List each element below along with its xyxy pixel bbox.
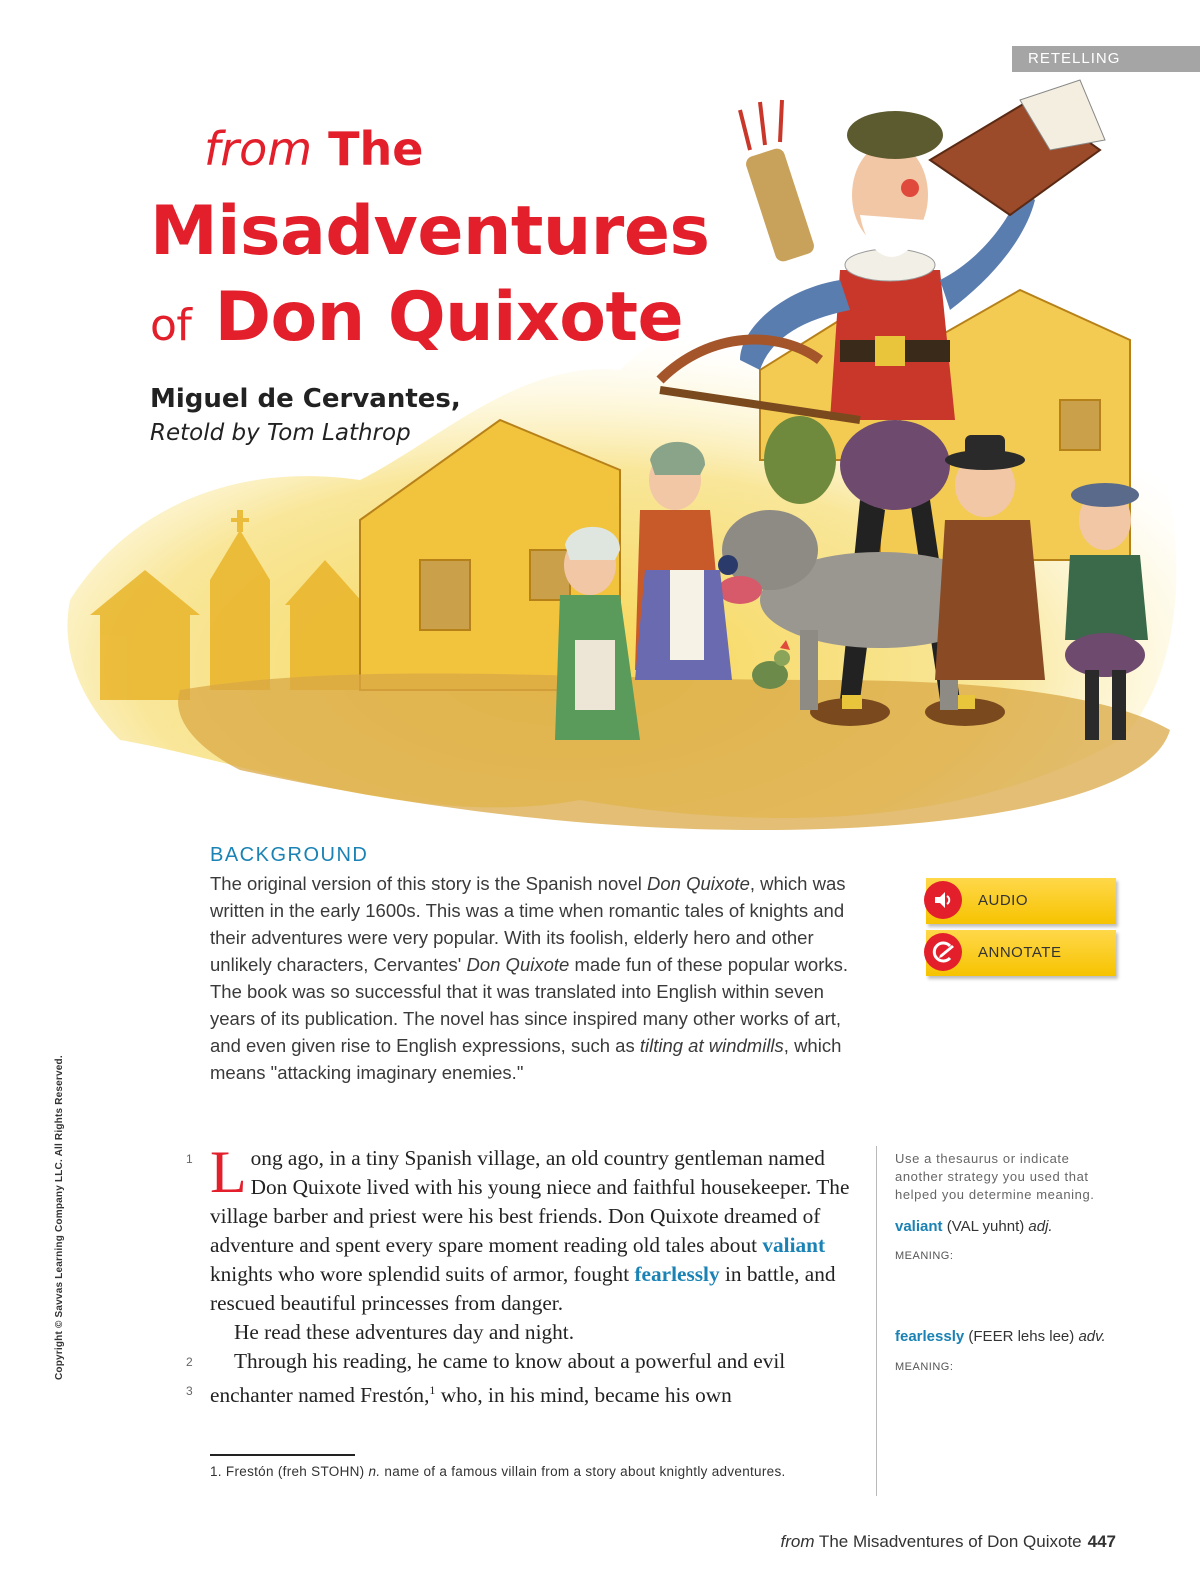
annotate-icon — [924, 933, 962, 971]
story-text-part: in battle, and rescued beautiful princesses from danger. — [210, 1262, 836, 1315]
annotate-label: ANNOTATE — [978, 944, 1062, 961]
vocab-fearlessly[interactable]: fearlessly — [634, 1262, 720, 1286]
audio-label: AUDIO — [978, 892, 1029, 909]
story-text-part: ong ago, in a tiny Spanish village, an old country gentleman named Don Quixote lived with his young niece and faithful housekeeper. The village barber and priest were his best friends. Don Quixote dreamed of adventure and spent every spare moment reading old tales about — [210, 1146, 850, 1257]
margin-instruction: Use a thesaurus or indicate another strategy you used that helped you determine meaning. — [895, 1151, 1095, 1202]
paragraph-1 — [210, 1139, 860, 1318]
vocab-word: valiant — [895, 1218, 943, 1235]
novel-title: Don Quixote — [466, 954, 570, 975]
speaker-icon — [924, 881, 962, 919]
background-text-part: made fun of these popular works. The book was so successful that it was translated into English within seven years of its publication. The novel has since inspired many other works of art, and even given rise to English expressions, such as — [210, 954, 849, 1056]
title-line-3 — [150, 278, 683, 357]
vocab-pronunciation: (FEER lehs lee) — [964, 1328, 1079, 1345]
expression-italic: tilting at windmills — [639, 1035, 784, 1056]
vocab-word: fearlessly — [895, 1328, 965, 1345]
background-heading: BACKGROUND — [210, 844, 369, 866]
title-from: from — [204, 122, 313, 176]
background-text-part: The original version of this story is the Spanish novel — [210, 873, 648, 894]
footnote-pronunciation: (freh STOHN) — [273, 1464, 369, 1479]
footnote-rule — [210, 1454, 355, 1456]
story-text — [210, 1139, 860, 1410]
title-line-2: Misadventures — [150, 192, 710, 271]
section-tab: RETELLING — [1012, 46, 1200, 72]
title-of: of — [150, 300, 192, 351]
vocab-pos: adv. — [1078, 1328, 1106, 1345]
vocab-valiant[interactable]: valiant — [762, 1233, 826, 1257]
paragraph-2: He read these adventures day and night. — [234, 1320, 575, 1344]
reteller-name: Retold by Tom Lathrop — [150, 420, 411, 446]
footnote-ref[interactable]: 1 — [429, 1383, 436, 1397]
copyright-notice: Copyright © Savvas Learning Company LLC. All Rights Reserved. — [54, 1055, 65, 1380]
paragraph-number: 1 — [186, 1152, 193, 1166]
paragraph-number: 3 — [186, 1384, 193, 1398]
background-text-part: , which means "attacking imaginary enemies." — [210, 1035, 842, 1083]
novel-title: Don Quixote — [647, 873, 750, 894]
background-text — [210, 870, 870, 1086]
author-name: Miguel de Cervantes, — [150, 384, 461, 414]
meaning-label[interactable]: MEANING: — [895, 1250, 954, 1262]
annotate-button[interactable] — [926, 930, 1116, 976]
title-don-quixote: Don Quixote — [214, 278, 684, 357]
footer-title: The Misadventures of Don Quixote — [814, 1532, 1082, 1551]
story-text-part: who, in his mind, became his own — [435, 1383, 732, 1408]
margin-vocab-valiant — [895, 1218, 1053, 1235]
page-footer — [781, 1532, 1116, 1552]
background-text-part: , which was written in the early 1600s. This was a time when romantic tales of knights and their adventures were very popular. With its foolish, elderly hero and other unlikely characters, Cervantes' — [210, 873, 846, 975]
footnote-term: Frestón — [225, 1464, 274, 1479]
drop-cap: L — [210, 1139, 247, 1205]
title-the: The — [328, 122, 424, 176]
footnote-text: name of a famous villain from a story about knightly adventures. — [380, 1464, 786, 1479]
story-text-part: Through his reading, he came to know about a powerful and evil enchanter named Frestón, — [210, 1349, 786, 1408]
footnote-pos: n. — [368, 1464, 381, 1479]
paragraph-number: 2 — [186, 1355, 193, 1369]
margin-divider — [876, 1146, 877, 1496]
title-line-1 — [204, 122, 423, 176]
footnote-number: 1. — [210, 1464, 222, 1479]
footnote — [210, 1462, 850, 1481]
audio-button[interactable] — [926, 878, 1116, 924]
footer-from: from — [780, 1532, 815, 1551]
story-text-part: knights who wore splendid suits of armor, fought — [210, 1262, 635, 1286]
meaning-label[interactable]: MEANING: — [895, 1361, 954, 1373]
paragraph-3 — [210, 1347, 860, 1410]
vocab-pos: adj. — [1028, 1218, 1053, 1235]
margin-vocab-fearlessly — [895, 1328, 1106, 1345]
page-number: 447 — [1087, 1532, 1116, 1551]
vocab-pronunciation: (VAL yuhnt) — [942, 1218, 1029, 1235]
